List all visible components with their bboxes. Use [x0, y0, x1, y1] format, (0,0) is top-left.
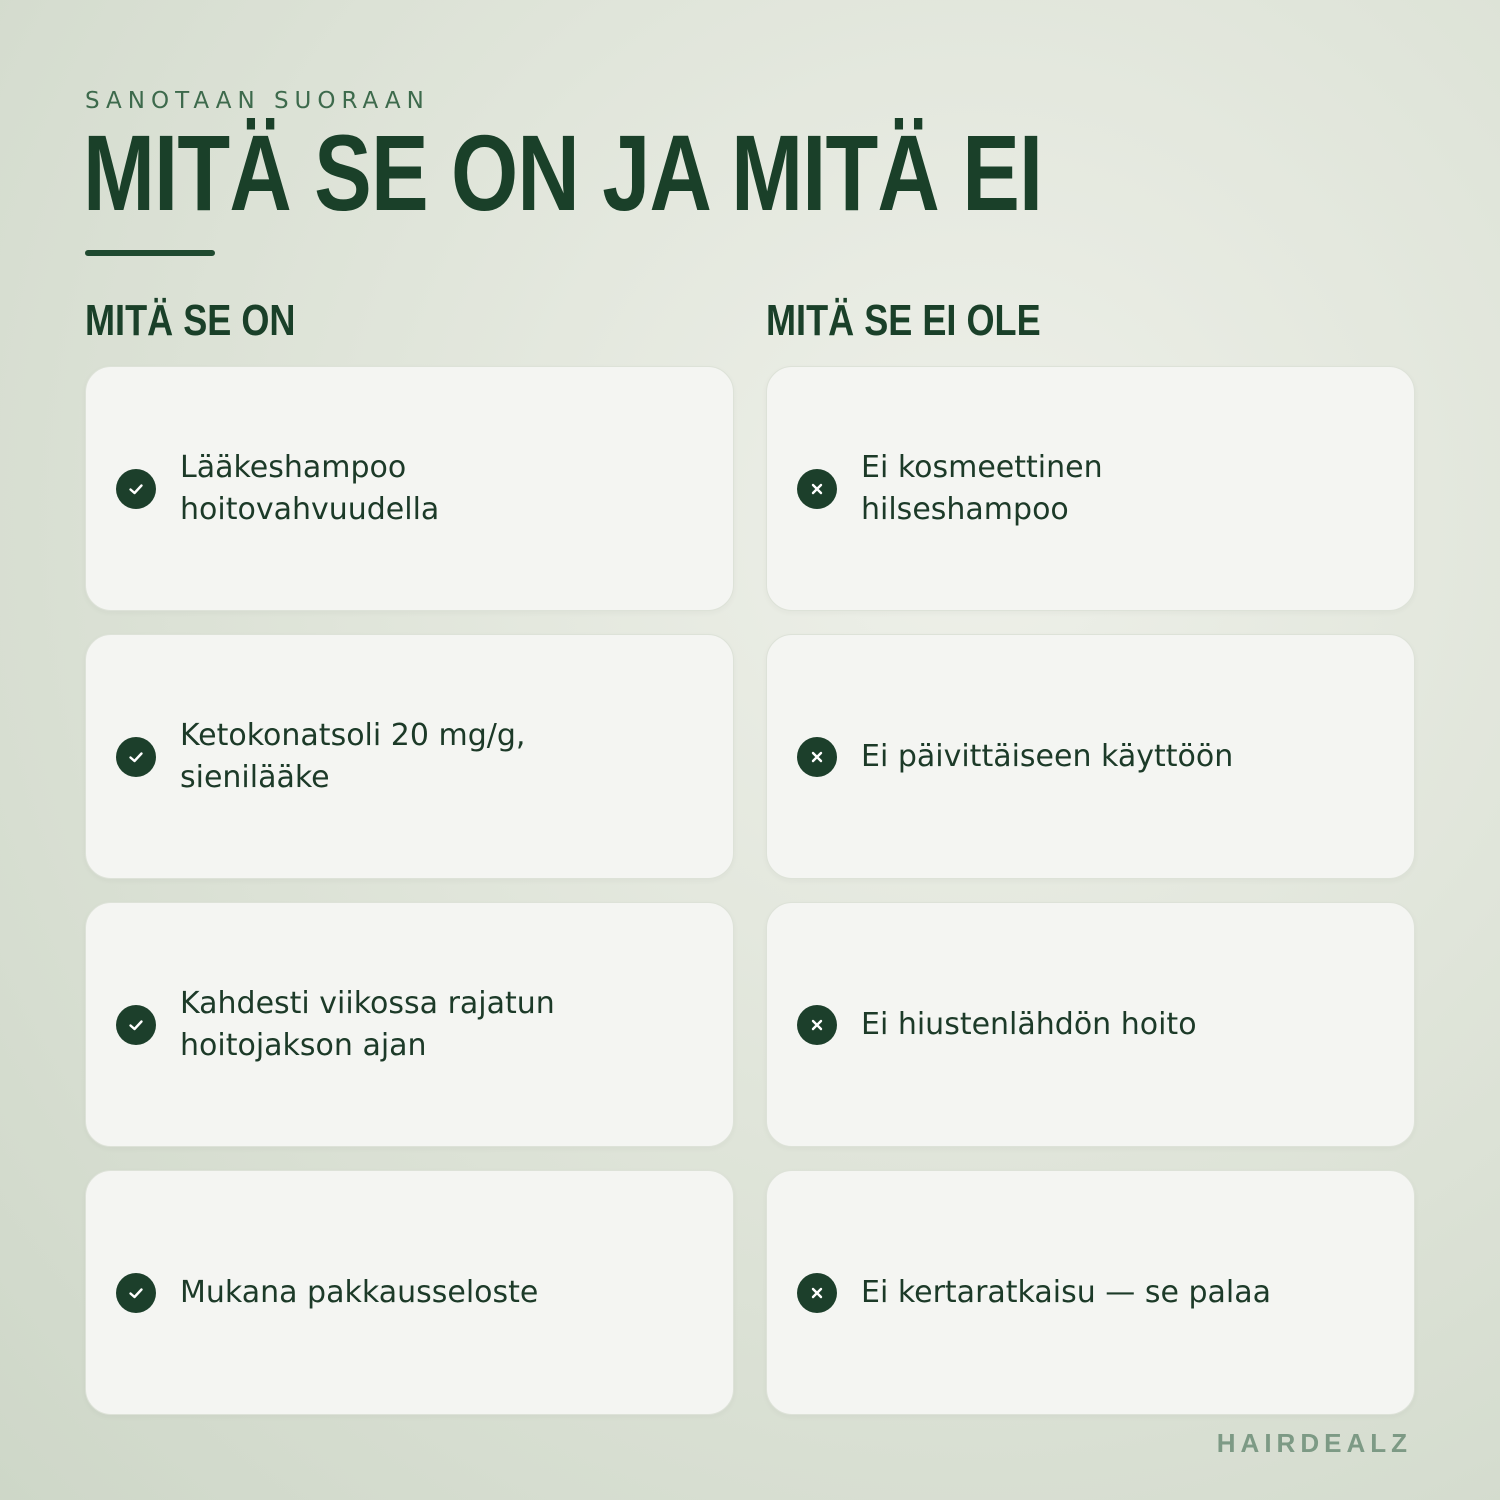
x-icon	[797, 737, 837, 777]
item-text: Ketokonatsoli 20 mg/g, sienilääke	[180, 717, 526, 795]
list-item	[766, 634, 1415, 879]
item-text: Kahdesti viikossa rajatun hoitojakson ajan	[180, 985, 555, 1063]
check-icon	[116, 469, 156, 509]
x-icon	[797, 1005, 837, 1045]
left-column-heading: MITÄ SE ON	[85, 296, 296, 345]
list-item	[85, 1170, 734, 1415]
item-text: Ei hiustenlähdön hoito	[861, 1006, 1197, 1042]
item-text: Ei päivittäiseen käyttöön	[861, 738, 1234, 774]
right-column-heading: MITÄ SE EI OLE	[766, 296, 1041, 345]
brand-logo: HAIRDEALZ	[1216, 1428, 1412, 1458]
list-item	[766, 902, 1415, 1147]
check-icon	[116, 1273, 156, 1313]
check-icon	[116, 1005, 156, 1045]
eyebrow: SANOTAAN SUORAAN	[85, 88, 430, 114]
item-text: Ei kertaratkaisu — se palaa	[861, 1274, 1271, 1310]
check-icon	[116, 737, 156, 777]
list-item	[85, 902, 734, 1147]
list-item	[766, 366, 1415, 611]
item-text: Mukana pakkausseloste	[180, 1274, 539, 1310]
list-item	[85, 366, 734, 611]
x-icon	[797, 1273, 837, 1313]
item-text: Ei kosmeettinen hilseshampoo	[861, 449, 1103, 527]
page-title: MITÄ SE ON JA MITÄ EI	[83, 112, 1043, 233]
x-icon	[797, 469, 837, 509]
list-item	[766, 1170, 1415, 1415]
list-item	[85, 634, 734, 879]
title-underline	[85, 250, 215, 256]
item-text: Lääkeshampoo hoitovahvuudella	[180, 449, 440, 527]
